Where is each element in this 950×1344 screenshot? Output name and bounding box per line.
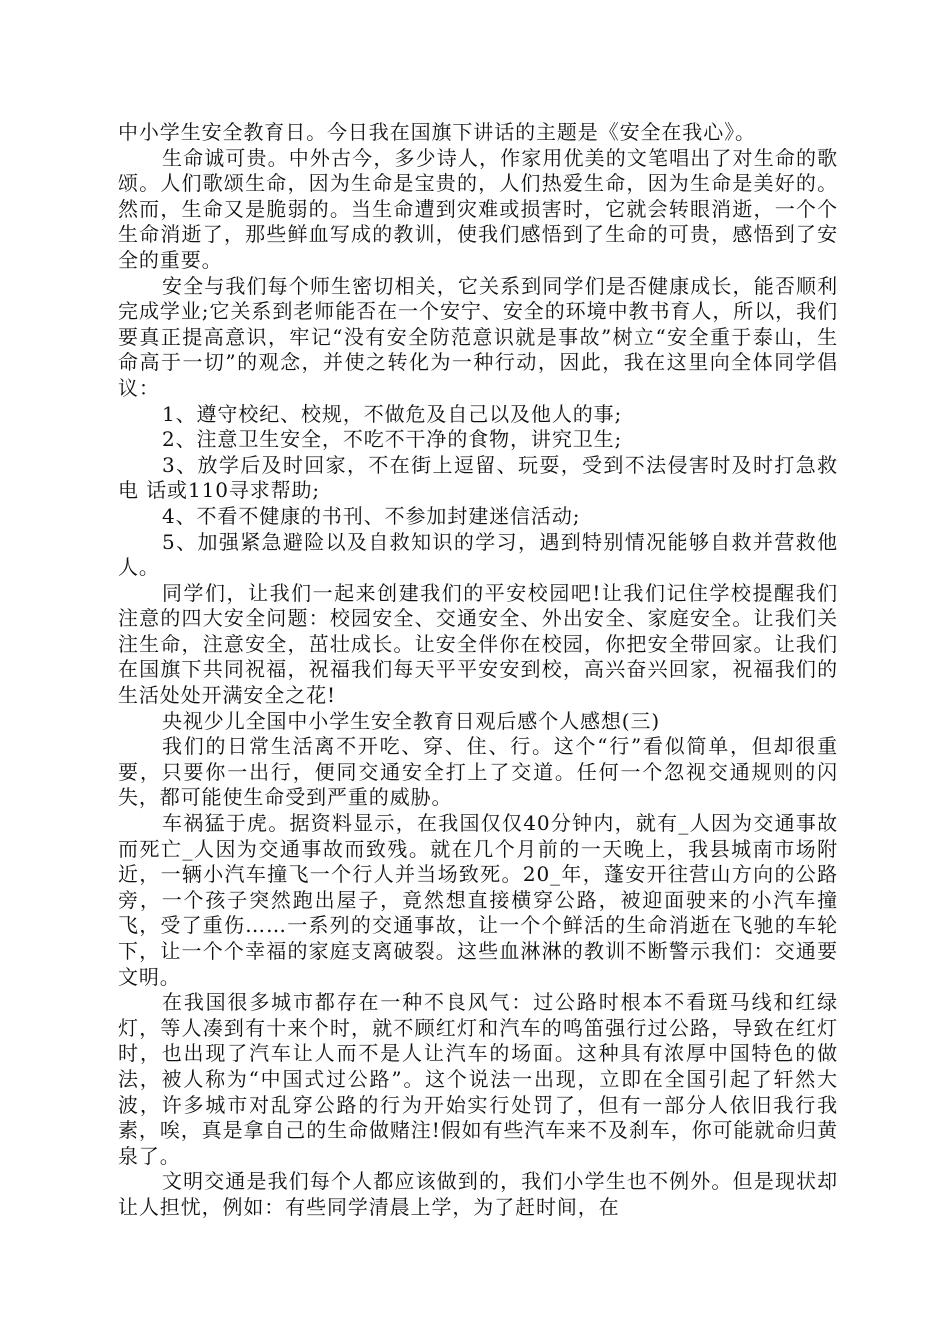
paragraph-traffic-accidents: 车祸猛于虎。据资料显示，在我国仅仅40分钟内，就有_人因为交通事故而死亡_人因为交通事故而致残。就在几个月前的一天晚上，我县城南市场附近，一辆小汽车撞飞一个行人并当场致死。20_年，蓬安开往营山方向的公路旁，一个孩子突然跑出屋子，竟然想直接横穿公路，被迎面驶来的小汽车撞飞，受了重伤……一系列的交通事故，让一个个鲜活的生命消逝在飞驰的车轮下，让一个个幸福的家庭支离破裂。这些血淋淋的教训不断警示我们：交通要文明。 (118, 811, 838, 989)
paragraph-safety-relation: 安全与我们每个师生密切相关，它关系到同学们是否健康成长，能否顺利完成学业;它关系到老师能否在一个安宁、安全的环境中教书育人，所以，我们要真正提高意识，牢记“没有安全防范意识就是事故”树立“安全重于泰山，生命高于一切”的观念，并使之转化为一种行动，因此，我在这里向全体同学倡议： (118, 273, 838, 400)
paragraph-safe-campus: 同学们，让我们一起来创建我们的平安校园吧!让我们记住学校提醒我们注意的四大安全问题：校园安全、交通安全、外出安全、家庭安全。让我们关注生命，注意安全，茁壮成长。让安全伴你在校园，你把安全带回家。让我们在国旗下共同祝福，祝福我们每天平平安安到校，高兴奋兴回家，祝福我们的生活处处开满安全之花! (118, 580, 838, 708)
list-item-2: 2、注意卫生安全，不吃不干净的食物，讲究卫生; (162, 427, 623, 452)
list-item-4: 4、不看不健康的书刊、不参加封建迷信活动; (162, 503, 581, 528)
section-title: 央视少儿全国中小学生安全教育日观后感个人感想(三) (162, 708, 661, 733)
list-item-5: 5、加强紧急避险以及自救知识的学习，遇到特别情况能够自救并营救他人。 (118, 529, 838, 580)
list-item-3: 3、放学后及时回家，不在街上逗留、玩耍，受到不法侵害时及时打急救电 话或110寻求帮助; (118, 452, 838, 503)
document-page (118, 120, 838, 1221)
paragraph-civil-traffic: 文明交通是我们每个人都应该做到的，我们小学生也不例外。但是现状却让人担忧，例如：有些同学清晨上学，为了赶时间，在 (118, 1169, 838, 1219)
paragraph-life-precious: 生命诚可贵。中外古今，多少诗人，作家用优美的文笔唱出了对生命的歌颂。人们歌颂生命，因为生命是宝贵的，人们热爱生命，因为生命是美好的。然而，生命又是脆弱的。当生命遭到灾难或损害时，它就会转眼消逝，一个个生命消逝了，那些鲜血写成的教训，使我们感悟到了生命的可贵，感悟到了安全的重要。 (118, 145, 838, 272)
paragraph-chinese-crossing: 在我国很多城市都存在一种不良风气：过公路时根本不看斑马线和红绿灯，等人凑到有十来个时，就不顾红灯和汽车的鸣笛强行过公路，导致在红灯时，也出现了汽车让人而不是人让汽车的场面。这种具有浓厚中国特色的做法，被人称为“中国式过公路”。这个说法一出现，立即在全国引起了轩然大波，许多城市对乱穿公路的行为开始实行处罚了，但有一部分人依旧我行我素，唉，真是拿自己的生命做赌注!假如有些汽车来不及刹车，你可能就命归黄泉了。 (118, 990, 838, 1168)
paragraph-topic: 中小学生安全教育日。今日我在国旗下讲话的主题是《安全在我心》。 (118, 120, 756, 144)
list-item-1: 1、遵守校纪、校规，不做危及自己以及他人的事; (162, 401, 623, 426)
paragraph-daily-life: 我们的日常生活离不开吃、穿、住、行。这个“行”看似简单，但却很重要，只要你一出行，便同交通安全打上了交道。任何一个忽视交通规则的闪失，都可能使生命受到严重的威胁。 (118, 734, 838, 810)
